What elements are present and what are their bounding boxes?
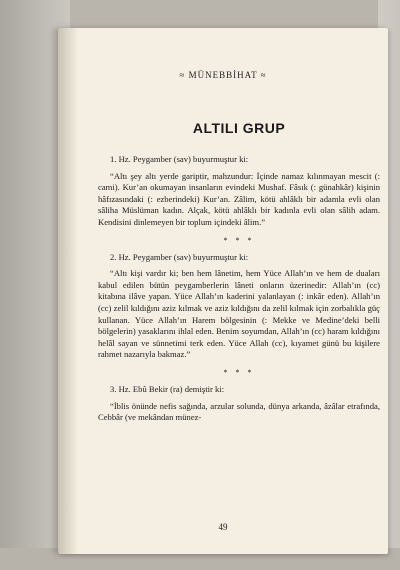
section-3-body: “İblis önünde nefis sağında, arzular solunda, dünya arkanda, âzâlar etrafında, Cebbâr (ve mekândan münez- [98,400,380,423]
separator-2: * * * [223,367,255,377]
running-head [58,70,388,80]
book-page [58,28,388,554]
section-3-lead: 3. Hz. Ebû Bekir (ra) demiştir ki: [110,383,225,394]
section-2-lead: 2. Hz. Peygamber (sav) buyurmuştur ki: [110,251,249,262]
section-1-lead: 1. Hz. Peygamber (sav) buyurmuştur ki: [110,154,249,164]
chapter-title: ALTILI GRUP [192,120,286,136]
page-content [98,120,380,426]
separator-1: * * * [223,235,255,245]
ornament-right-icon: ≈ [260,70,267,80]
section-2-body: “Altı kişi vardır ki; ben hem lânetim, hem Yüce Allah’ın ve hem de duaları kabul edilen bütün peygamberlerin lâneti onların üzerinedir: Allah’ın (cc) kitabına ilâve yapan. Yüce Allah’ın kaderini yalanlayan (: inkâr eden). Allah’ın (cc) zelil kıldığını aziz kılmak ve aziz kıldığını da zelil kılmak için zorbalıkla güç kullanan. Yüce Allah’ın Harem bölgesinin (: Mekke ve Medine’deki belli bölgelerin) yasaklarını ihlal eden. Benim soyumdan, Allah’ın (cc) haram kıldığını helâl sayan ve sünnetimi terk eden. Yüce Allah (cc), kıyamet günü bu kişilere rahmet nazarıyla bakmaz.” [98,268,380,360]
running-head-title: MÜNEBBİHAT [188,70,258,80]
ornament-left-icon: ≈ [179,70,186,80]
section-1-body: “Altı şey altı yerde gariptir, mahzundur: İçinde namaz kılınmayan mescit (: cami). Kur’an okumayan insanların evindeki Mushaf. Fâsık (: günahkâr) kişinin hâfızasındaki (: ezberindeki) Kur’an. Zâlim, kötü ahlâklı bir adamla evli olan sâliha Müslüman kadın. Alçak, kötü ahlâklı bir kadınla evli olan sâlih adam. Kendisini dinlemeyen bir toplum içindeki âlim.” [98,170,380,227]
spine-shadow [58,28,78,554]
page-number: 49 [218,522,228,532]
